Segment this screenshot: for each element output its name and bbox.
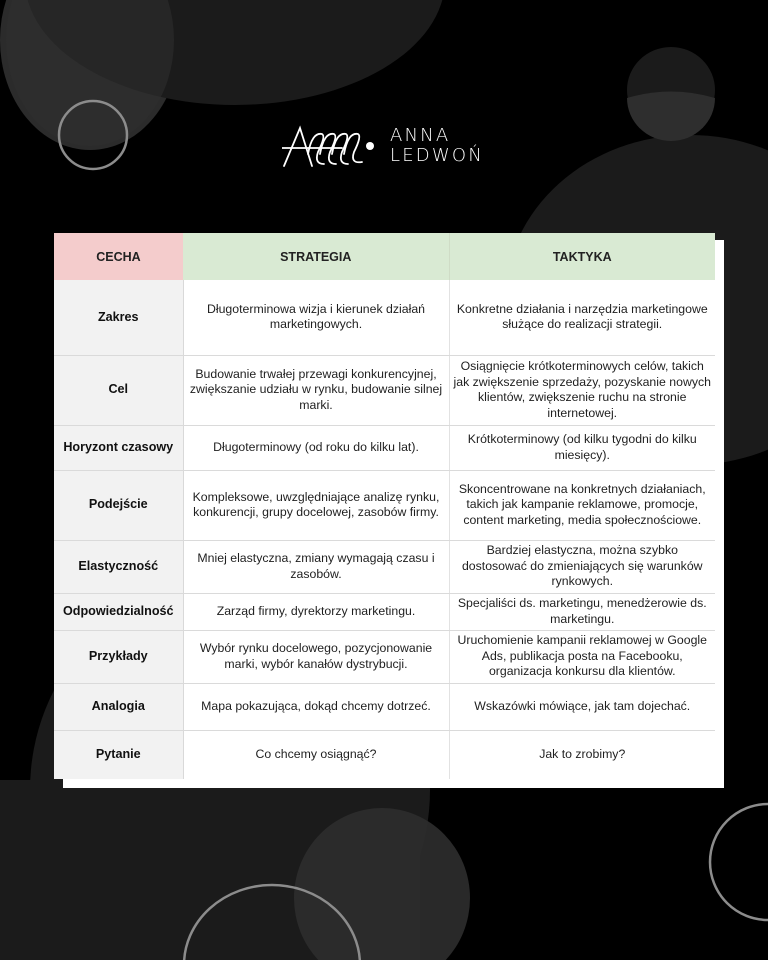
table-header-row xyxy=(54,233,715,280)
strategy-cell: Co chcemy osiągnąć? xyxy=(183,730,449,779)
comparison-table xyxy=(54,233,715,779)
feature-cell: Pytanie xyxy=(54,730,183,779)
header-feature: CECHA xyxy=(54,233,183,280)
feature-cell: Horyzont czasowy xyxy=(54,425,183,470)
brand-name xyxy=(390,126,484,166)
strategy-cell: Mapa pokazująca, dokąd chcemy dotrzeć. xyxy=(183,683,449,730)
tactic-cell: Konkretne działania i narzędzia marketingowe służące do realizacji strategii. xyxy=(449,280,715,355)
table-row xyxy=(54,355,715,425)
feature-cell: Cel xyxy=(54,355,183,425)
tactic-cell: Bardziej elastyczna, można szybko dostosować do zmieniających się warunków rynkowych. xyxy=(449,540,715,593)
brand-name-line2: LEDWOŃ xyxy=(390,145,484,166)
table-row xyxy=(54,540,715,593)
feature-cell: Elastyczność xyxy=(54,540,183,593)
table-row xyxy=(54,630,715,683)
table-row xyxy=(54,470,715,540)
bg-blob-top-left-overlap xyxy=(6,0,174,146)
bg-small-circle-overlap xyxy=(627,92,715,142)
feature-cell: Podejście xyxy=(54,470,183,540)
table-row xyxy=(54,425,715,470)
header-strategy: STRATEGIA xyxy=(183,233,449,280)
brand-name-line1: ANNA xyxy=(390,125,451,146)
strategy-cell: Kompleksowe, uwzględniające analizę rynku, konkurencji, grupy docelowej, zasobów firmy. xyxy=(183,470,449,540)
feature-cell: Zakres xyxy=(54,280,183,355)
strategy-cell: Długoterminowy (od roku do kilku lat). xyxy=(183,425,449,470)
brand-logo xyxy=(282,124,492,168)
strategy-cell: Budowanie trwałej przewagi konkurencyjnej, zwiększanie udziału w rynku, budowanie silnej marki. xyxy=(183,355,449,425)
table-row xyxy=(54,593,715,630)
header-tactic: TAKTYKA xyxy=(449,233,715,280)
signature-leaf-logo-icon xyxy=(282,124,374,168)
table-row xyxy=(54,280,715,355)
feature-cell: Odpowiedzialność xyxy=(54,593,183,630)
table-row xyxy=(54,730,715,779)
tactic-cell: Skoncentrowane na konkretnych działaniach, takich jak kampanie reklamowe, promocje, content marketing, media społecznościowe. xyxy=(449,470,715,540)
bg-ring-right xyxy=(710,804,768,920)
tactic-cell: Krótkoterminowy (od kilku tygodni do kilku miesięcy). xyxy=(449,425,715,470)
strategy-cell: Długoterminowa wizja i kierunek działań marketingowych. xyxy=(183,280,449,355)
strategy-cell: Zarząd firmy, dyrektorzy marketingu. xyxy=(183,593,449,630)
strategy-cell: Mniej elastyczna, zmiany wymagają czasu i zasobów. xyxy=(183,540,449,593)
strategy-cell: Wybór rynku docelowego, pozycjonowanie marki, wybór kanałów dystrybucji. xyxy=(183,630,449,683)
feature-cell: Analogia xyxy=(54,683,183,730)
feature-cell: Przykłady xyxy=(54,630,183,683)
table-row xyxy=(54,683,715,730)
tactic-cell: Specjaliści ds. marketingu, menedżerowie ds. marketingu. xyxy=(449,593,715,630)
tactic-cell: Wskazówki mówiące, jak tam dojechać. xyxy=(449,683,715,730)
tactic-cell: Osiągnięcie krótkoterminowych celów, takich jak zwiększenie sprzedaży, pozyskanie nowych klientów, zwiększenie ruchu na stronie internetowej. xyxy=(449,355,715,425)
tactic-cell: Uruchomienie kampanii reklamowej w Google Ads, publikacja posta na Facebooku, organizacja konkursu dla klientów. xyxy=(449,630,715,683)
tactic-cell: Jak to zrobimy? xyxy=(449,730,715,779)
